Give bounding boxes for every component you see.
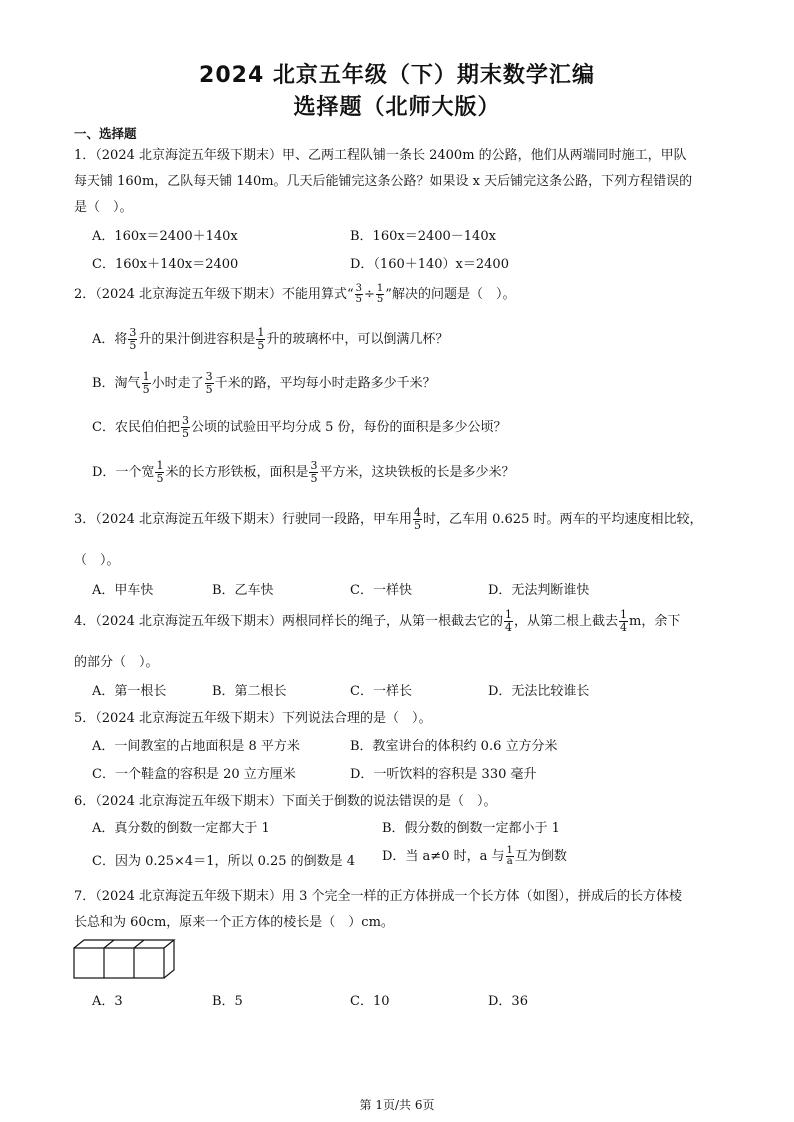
q7-option-c: C．10 bbox=[350, 994, 390, 1009]
q2b-fraction-2: $\frac{3}{5}$ bbox=[205, 370, 213, 396]
q5-option-b: B．教室讲台的体积约 0.6 立方分米 bbox=[350, 739, 558, 754]
q3-option-b: B．乙车快 bbox=[212, 583, 274, 598]
q3-fraction: $\frac{4}{5}$ bbox=[414, 506, 421, 532]
q2-stem bbox=[74, 283, 515, 305]
top-divider-1 bbox=[104, 940, 114, 948]
cuboid-right-face bbox=[164, 940, 174, 978]
q3-option-d: D．无法判断谁快 bbox=[488, 583, 590, 598]
q4-option-a: A．第一根长 bbox=[92, 684, 167, 699]
q4-line1: 4．（2024 北京海淀五年级下期末）两根同样长的绳子，从第一根截去它的 $\frac{1}{4}$ ，从第二根上截去 $\frac{1}{4}$ m，余下 bbox=[74, 608, 681, 634]
q7-line1: 7．（2024 北京海淀五年级下期末）用 3 个完全一样的正方体拼成一个长方体（如图），拼成后的长方体棱 bbox=[74, 889, 683, 904]
cuboid-front-face bbox=[74, 948, 164, 978]
q6-line1: 6．（2024 北京海淀五年级下期末）下面关于倒数的说法错误的是（ ）。 bbox=[74, 794, 497, 809]
q4-fraction-2: $\frac{1}{4}$ bbox=[620, 608, 628, 634]
q2c-fraction-1: $\frac{3}{5}$ bbox=[181, 414, 189, 440]
q1-option-a: A．160x＝2400＋140x bbox=[92, 229, 238, 244]
q2a-fraction-1: $\frac{3}{5}$ bbox=[129, 326, 137, 352]
q1-line3: 是（ ）。 bbox=[74, 200, 133, 215]
q2d-fraction-1: $\frac{1}{5}$ bbox=[156, 459, 164, 485]
q4-option-c: C．一样长 bbox=[350, 684, 412, 699]
q5-option-c: C．一个鞋盒的容积是 20 立方厘米 bbox=[92, 767, 296, 782]
q2-fraction-2: $\frac{1}{5}$ bbox=[376, 283, 384, 305]
q1-line1: 1．（2024 北京海淀五年级下期末）甲、乙两工程队铺一条长 2400m 的公路，他们从两端同时施工，甲队 bbox=[74, 148, 687, 163]
q1-option-c: C．160x＋140x＝2400 bbox=[92, 257, 239, 272]
section-heading: 一、选择题 bbox=[74, 126, 137, 141]
q2-option-d: D．一个宽 $\frac{1}{5}$ 米的长方形铁板，面积是 $\frac{3}{5}$ 平方米，这块铁板的长是多少米？ bbox=[92, 459, 515, 485]
q6-option-b: B．假分数的倒数一定都小于 1 bbox=[382, 821, 560, 836]
q2-suffix: ”解决的问题是（ ）。 bbox=[385, 287, 516, 302]
q2-prefix: 2．（2024 北京海淀五年级下期末）不能用算式“ bbox=[74, 287, 354, 302]
q5-option-a: A．一间教室的占地面积是 8 平方米 bbox=[92, 739, 300, 754]
q6-option-a: A．真分数的倒数一定都大于 1 bbox=[92, 821, 270, 836]
q3-option-a: A．甲车快 bbox=[92, 583, 154, 598]
q6-option-d: D．当 a≠0 时，a 与 $\frac{1}{a}$ 互为倒数 bbox=[382, 845, 567, 867]
q7-option-a: A．3 bbox=[92, 994, 123, 1009]
q1-line2: 每天铺 160m，乙队每天铺 140m。几天后能铺完这条公路？如果设 x 天后铺完这条公路，下列方程错误的 bbox=[74, 174, 693, 189]
q2-operator: ÷ bbox=[364, 287, 375, 302]
q2-option-b: B．淘气 $\frac{1}{5}$ 小时走了 $\frac{3}{5}$ 千米的路，平均每小时走路多少千米？ bbox=[92, 370, 436, 396]
page-footer: 第 1页/共 6页 bbox=[359, 1098, 435, 1112]
cuboid-top-face bbox=[74, 940, 174, 948]
cuboid-figure bbox=[72, 938, 182, 982]
q7-option-b: B．5 bbox=[212, 994, 243, 1009]
q4-option-b: B．第二根长 bbox=[212, 684, 287, 699]
top-divider-2 bbox=[134, 940, 144, 948]
q5-option-d: D．一听饮料的容积是 330 毫升 bbox=[350, 767, 537, 782]
q2b-fraction-1: $\frac{1}{5}$ bbox=[142, 370, 150, 396]
q1-option-d: D．（160＋140）x＝2400 bbox=[350, 257, 509, 272]
q3-option-c: C．一样快 bbox=[350, 583, 412, 598]
q4-option-d: D．无法比较谁长 bbox=[488, 684, 590, 699]
q2-option-a: A．将 $\frac{3}{5}$ 升的果汁倒进容积是 $\frac{1}{5}$ 升的玻璃杯中，可以倒满几杯？ bbox=[92, 326, 449, 352]
q2-option-c: C．农民伯伯把 $\frac{3}{5}$ 公顷的试验田平均分成 5 份，每份的面积是多少公顷？ bbox=[92, 414, 507, 440]
q3-line2: （ ）。 bbox=[74, 553, 120, 568]
q6-option-c: C．因为 0.25×4＝1，所以 0.25 的倒数是 4 bbox=[92, 854, 356, 869]
q2d-fraction-2: $\frac{3}{5}$ bbox=[310, 459, 318, 485]
q5-line1: 5．（2024 北京海淀五年级下期末）下列说法合理的是（ ）。 bbox=[74, 711, 432, 726]
q2a-fraction-2: $\frac{1}{5}$ bbox=[257, 326, 265, 352]
q4-line2: 的部分（ ）。 bbox=[74, 655, 159, 670]
q2-fraction-1: $\frac{3}{5}$ bbox=[355, 283, 363, 305]
q6d-fraction: $\frac{1}{a}$ bbox=[506, 845, 513, 867]
page-title-line2: 选择题（北师大版） bbox=[293, 95, 501, 120]
q1-option-b: B．160x＝2400－140x bbox=[350, 229, 496, 244]
q3-line1: 3．（2024 北京海淀五年级下期末）行驶同一段路，甲车用 $\frac{4}{5}$ 时，乙车用 0.625 时。两车的平均速度相比较， bbox=[74, 506, 703, 532]
q7-option-d: D．36 bbox=[488, 994, 528, 1009]
page-title-line1: 2024 北京五年级（下）期末数学汇编 bbox=[199, 63, 595, 88]
q4-fraction-1: $\frac{1}{4}$ bbox=[505, 608, 512, 634]
q7-line2: 长总和为 60cm，原来一个正方体的棱长是（ ）cm。 bbox=[74, 915, 394, 930]
